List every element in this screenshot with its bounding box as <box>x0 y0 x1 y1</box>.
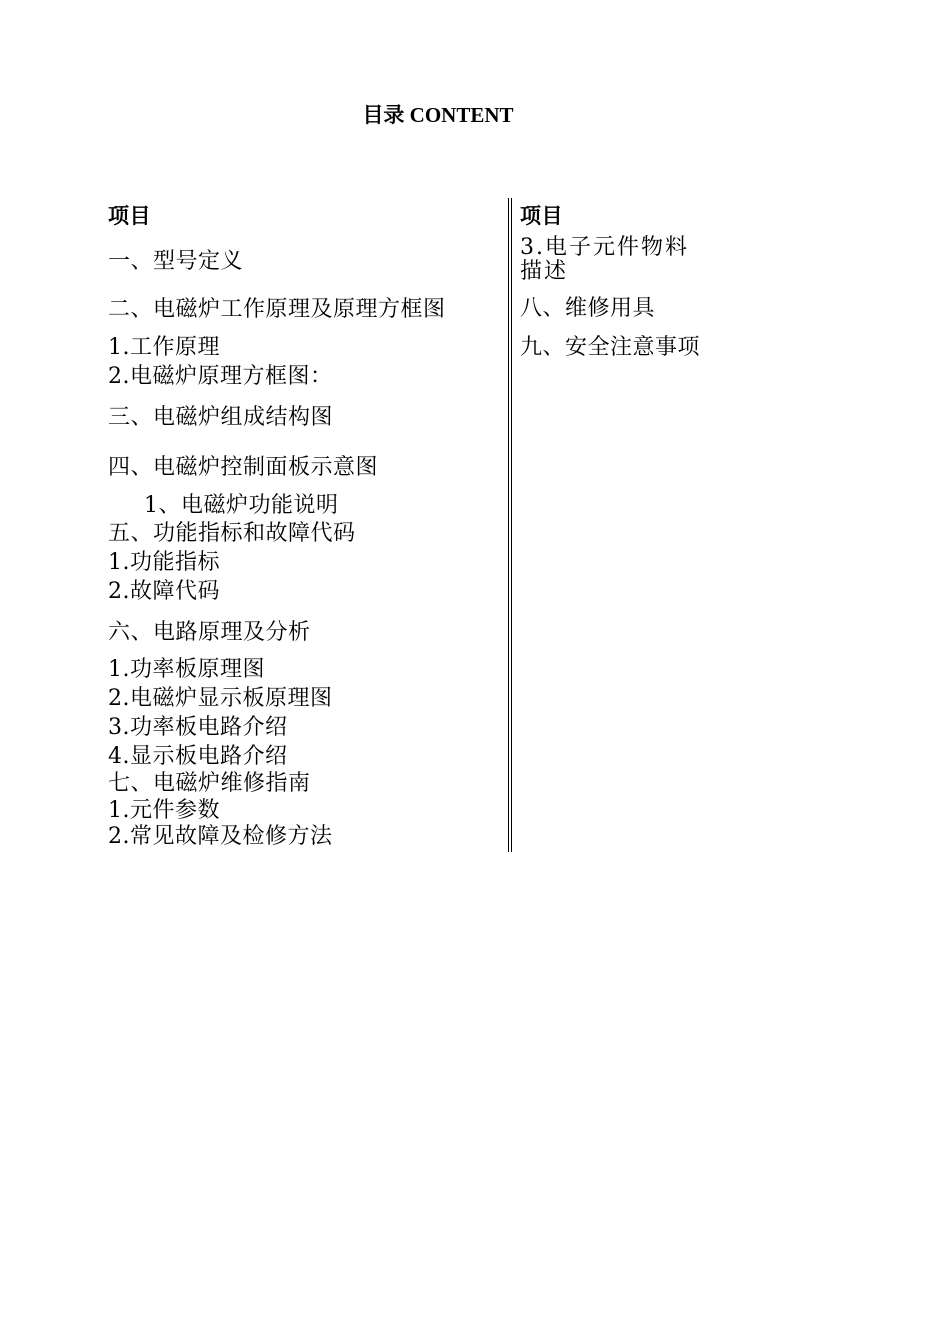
toc-item: 1.功能指标 <box>108 550 220 575</box>
toc-item: 四、电磁炉控制面板示意图 <box>108 455 379 480</box>
right-column-header: 项目 <box>520 203 563 228</box>
toc-item: 1、电磁炉功能说明 <box>144 493 339 518</box>
toc-item: 五、功能指标和故障代码 <box>108 521 356 546</box>
toc-item: 1.元件参数 <box>108 798 220 823</box>
toc-item: 九、安全注意事项 <box>520 335 701 360</box>
toc-item: 3.功率板电路介绍 <box>108 715 288 740</box>
toc-item: 七、电磁炉维修指南 <box>108 771 311 796</box>
toc-item: 二、电磁炉工作原理及原理方框图 <box>108 297 446 322</box>
toc-item: 4.显示板电路介绍 <box>108 744 288 769</box>
toc-item: 2.电磁炉显示板原理图 <box>108 686 333 711</box>
toc-item: 2.故障代码 <box>108 579 220 604</box>
toc-item: 2.电磁炉原理方框图： <box>108 364 333 389</box>
page-title: 目录 CONTENT <box>362 103 514 127</box>
toc-item: 八、维修用具 <box>520 296 656 321</box>
left-column-header: 项目 <box>108 203 151 228</box>
toc-item: 1.工作原理 <box>108 335 220 360</box>
toc-item: 2.常见故障及检修方法 <box>108 824 333 849</box>
toc-item: 一、型号定义 <box>108 249 244 274</box>
toc-item: 三、电磁炉组成结构图 <box>108 405 334 430</box>
toc-item: 1.功率板原理图 <box>108 657 265 682</box>
toc-item: 3.电子元件物料描述 <box>520 235 689 284</box>
column-divider <box>508 198 512 852</box>
toc-item: 六、电路原理及分析 <box>108 620 311 645</box>
